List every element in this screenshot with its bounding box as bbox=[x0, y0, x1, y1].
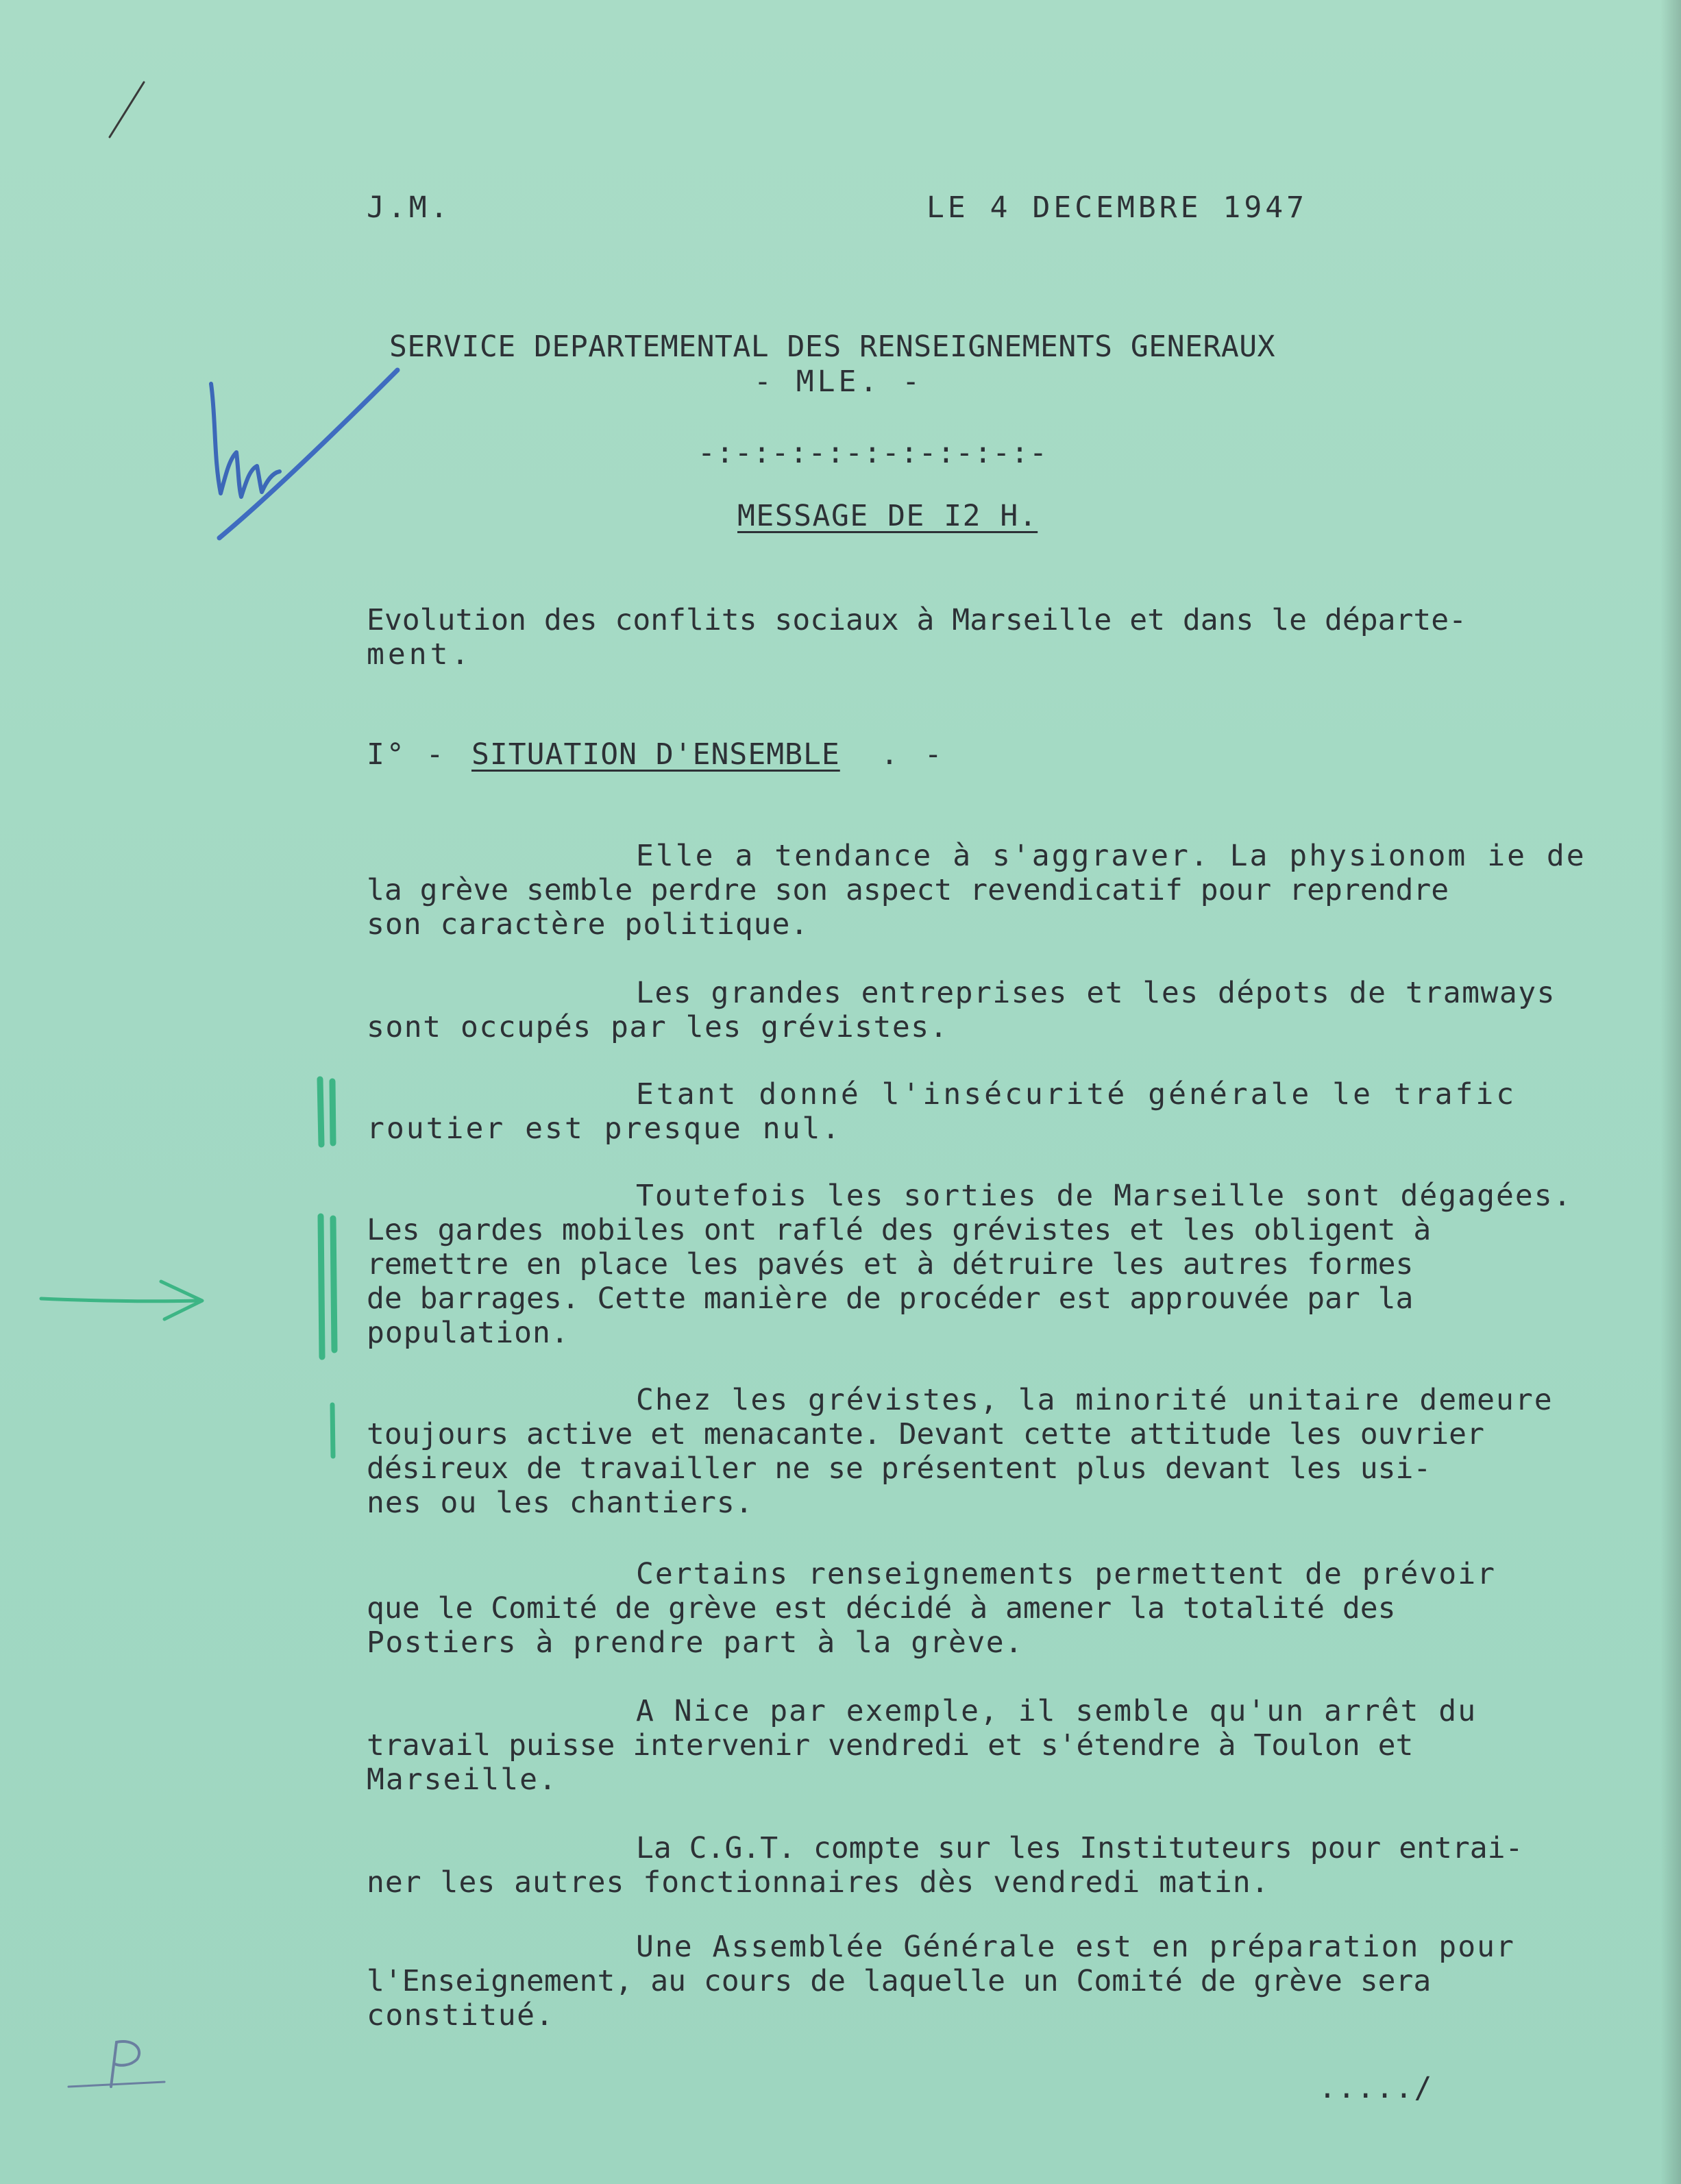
paragraph-line: constitué. bbox=[367, 1998, 554, 2033]
paragraph-line: population. bbox=[367, 1316, 569, 1350]
blue-pencil-initials bbox=[199, 356, 418, 562]
green-arrow-icon bbox=[34, 1268, 212, 1329]
paragraph-line: Une Assemblée Générale est en préparation pour bbox=[636, 1930, 1515, 1964]
section-suffix: . - bbox=[881, 737, 946, 772]
subject-line: Evolution des conflits sociaux à Marseille et dans le départe- bbox=[367, 603, 1467, 637]
paragraph-line: A Nice par exemple, il semble qu'un arrêt du bbox=[636, 1694, 1477, 1728]
green-margin-bar bbox=[308, 1213, 349, 1364]
paragraph-line: l'Enseignement, au cours de laquelle un Comité de grève sera bbox=[367, 1964, 1432, 1998]
pencil-tick-mark bbox=[103, 75, 151, 144]
paragraph-line: remettre en place les pavés et à détruire les autres formes bbox=[367, 1247, 1414, 1281]
header-date: LE 4 DECEMBRE 1947 bbox=[927, 191, 1308, 225]
paragraph-line: sont occupés par les grévistes. bbox=[367, 1010, 949, 1044]
paragraph-line: Marseille. bbox=[367, 1763, 558, 1797]
service-line-1: SERVICE DEPARTEMENTAL DES RENSEIGNEMENTS GENERAUX bbox=[389, 330, 1276, 364]
subject-line: ment. bbox=[367, 637, 473, 672]
page-edge-shadow bbox=[1660, 0, 1681, 2184]
service-line-2: - MLE. - bbox=[754, 365, 924, 399]
paragraph-line: Etant donné l'insécurité générale le trafic bbox=[636, 1077, 1517, 1112]
green-margin-bar bbox=[312, 1076, 346, 1151]
paragraph-line: La C.G.T. compte sur les Instituteurs pour entrai- bbox=[636, 1831, 1523, 1865]
paragraph-line: toujours active et menacante. Devant cette attitude les ouvrier bbox=[367, 1417, 1484, 1451]
paragraph-line: ner les autres fonctionnaires dès vendredi matin. bbox=[367, 1865, 1270, 1900]
message-title: MESSAGE DE I2 H. bbox=[737, 499, 1038, 533]
paragraph-line: Les grandes entreprises et les dépots de tramways bbox=[636, 976, 1556, 1010]
paragraph-line: nes ou les chantiers. bbox=[367, 1486, 754, 1520]
paragraph-line: de barrages. Cette manière de procéder est approuvée par la bbox=[367, 1281, 1414, 1316]
continuation-mark: ...../ bbox=[1318, 2071, 1434, 2105]
paragraph-line: son caractère politique. bbox=[367, 907, 809, 942]
section-title: SITUATION D'ENSEMBLE bbox=[471, 737, 840, 772]
separator: -:-:-:-:-:-:-:-:-:- bbox=[698, 436, 1048, 470]
paragraph-line: Les gardes mobiles ont raflé des grévistes et les obligent à bbox=[367, 1213, 1432, 1247]
paragraph-line: travail puisse intervenir vendredi et s'étendre à Toulon et bbox=[367, 1728, 1414, 1763]
paragraph-line: Certains renseignements permettent de prévoir bbox=[636, 1557, 1496, 1591]
paragraph-line: Chez les grévistes, la minorité unitaire demeure bbox=[636, 1383, 1554, 1417]
paragraph-line: Toutefois les sorties de Marseille sont dégagées. bbox=[636, 1179, 1573, 1213]
paragraph-line: désireux de travailler ne se présentent plus devant les usi- bbox=[367, 1451, 1432, 1486]
paragraph-line: Postiers à prendre part à la grève. bbox=[367, 1625, 1024, 1660]
paragraph-line: routier est presque nul. bbox=[367, 1112, 842, 1146]
handwritten-initial bbox=[62, 2028, 171, 2104]
section-number: I° - bbox=[367, 737, 446, 772]
paragraph-line: que le Comité de grève est décidé à amener la totalité des bbox=[367, 1591, 1396, 1625]
header-initials: J.M. bbox=[367, 191, 452, 225]
paragraph-line: la grève semble perdre son aspect revendicatif pour reprendre bbox=[367, 873, 1449, 907]
paragraph-line: Elle a tendance à s'aggraver. La physionom ie de bbox=[636, 839, 1586, 873]
green-margin-bar bbox=[322, 1401, 343, 1463]
